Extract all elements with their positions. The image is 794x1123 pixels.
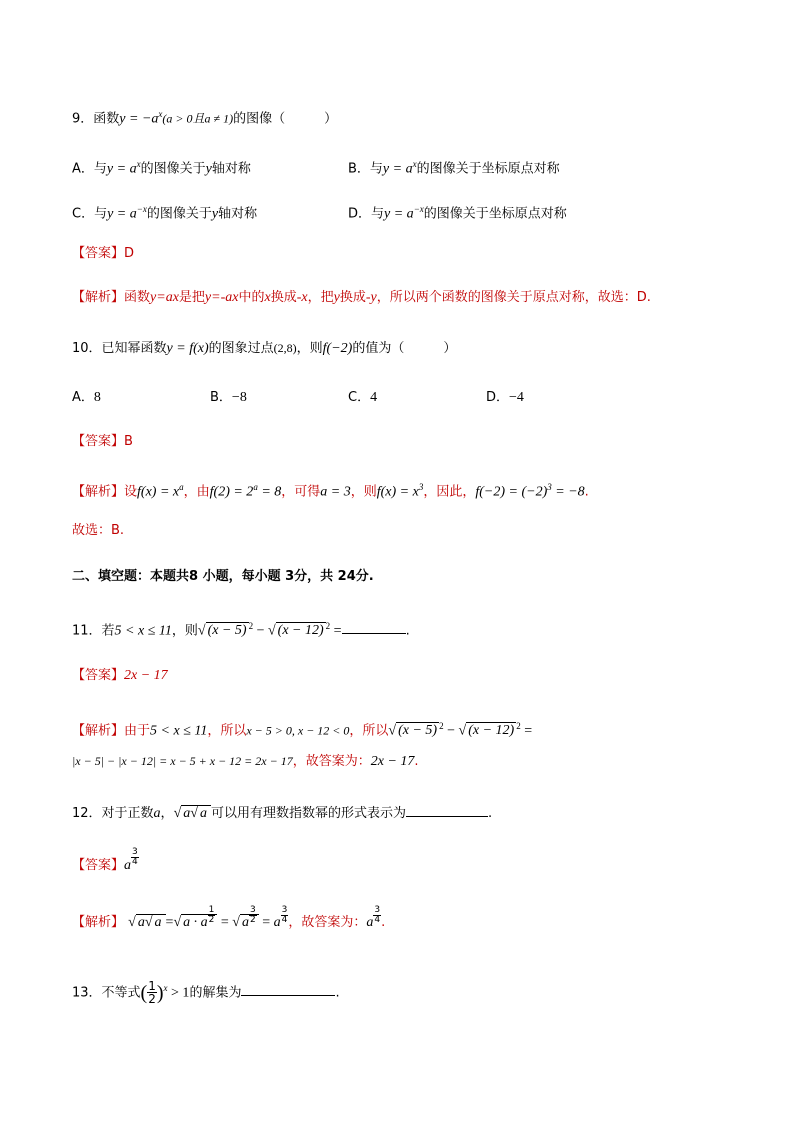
q10-option-a: A．8: [72, 390, 101, 405]
q13-blank[interactable]: [241, 981, 335, 996]
q10-option-d: D．−4: [486, 390, 524, 405]
q10-option-c: C．4: [348, 390, 378, 405]
q11-answer: 【答案】2x − 17: [72, 668, 168, 683]
q13-stem: 13．不等式( $\frac{1}{2}$ )$^x$ > 1的解集为 .: [72, 979, 340, 1007]
section-title: 二、填空题：本题共8 小题，每小题 3分，共 24分.: [72, 569, 374, 584]
q11-blank[interactable]: [342, 619, 406, 634]
q12-analysis: 【解析】 √ a√ a =√ a · a $\frac{1}{2}$ = √ a $\frac{3}{2}$ = a $\frac{3}{4}$ ，故答案为：a $\frac{3}{4}$ .: [72, 905, 386, 930]
q10-final: 故选：B.: [72, 523, 125, 538]
q9-analysis: 【解析】函数y=ax是把y=-ax中的x换成-x，把y换成-y，所以两个函数的图像关于原点对称，故选：D.: [72, 290, 651, 305]
q10-option-b: B．−8: [210, 390, 247, 405]
q9-option-b: B．与$y = a^x$的图像关于坐标原点对称: [348, 159, 560, 177]
q10-stem: 10．已知幂函数y = f(x)的图象过点(2,8)，则f(−2)的值为（ ）: [72, 341, 457, 356]
q10-answer: 【答案】B: [72, 434, 133, 449]
q11-analysis: 【解析】由于5 < x ≤ 11，所以x − 5 > 0, x − 12 < 0，所以√ (x − 5) $^2$ − √ (x − 12) $^2$ =: [72, 721, 533, 739]
q12-blank[interactable]: [406, 802, 488, 817]
q9-option-a: A．与$y = a^x$的图像关于y轴对称: [72, 159, 251, 177]
q9-answer: 【答案】D: [72, 246, 135, 261]
q9-option-c: C．与$y = a^{-x}$的图像关于y轴对称: [72, 204, 258, 222]
q10-analysis: 【解析】设$f(x) = x^a$，由$f(2) = 2^a = 8$，可得a = 3，则$f(x) = x^3$，因此，$f(-2) = (-2)^3 = -8$.: [72, 482, 589, 500]
q11-stem: 11．若5 < x ≤ 11，则√ (x − 5) $^2$ − √ (x − 12) $^2$ = .: [72, 621, 410, 639]
q12-stem: 12．对于正数a，√ a√ a 可以用有理数指数幂的形式表示为 .: [72, 802, 492, 824]
q9-stem: 9．函数$y = -a^x(a > 0$且a ≠ 1)的图像（ ）: [72, 109, 338, 127]
q12-answer: 【答案】a $\frac{3}{4}$: [72, 847, 138, 873]
q11-analysis-line2: |x − 5| − |x − 12| = x − 5 + x − 12 = 2x − 17，故答案为：2x − 17.: [72, 754, 419, 769]
q9-option-d: D．与$y = a^{-x}$的图像关于坐标原点对称: [348, 204, 567, 222]
